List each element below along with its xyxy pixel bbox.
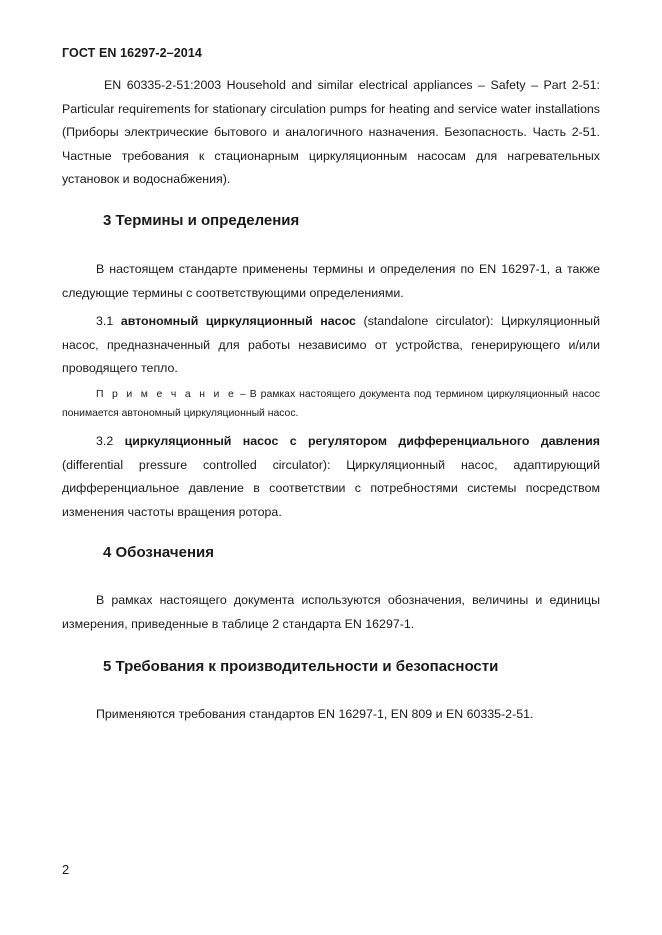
document-header: ГОСТ EN 16297-2–2014: [62, 46, 202, 60]
note-paragraph: [62, 385, 600, 423]
term-3-2-paragraph: [62, 430, 600, 524]
note-text: – В рамках настоящего документа под термином циркуляционный насос понимается автономный циркуляционный насос.: [62, 389, 600, 419]
page-number: 2: [62, 862, 70, 877]
term-3-2-definition: (differential pressure controlled circulator): Циркуляционный насос, адаптирующий дифференциальное давление в соответствии с потребностями системы посредством изменения частоты вращения ротора.: [62, 457, 600, 519]
section-5-text: Применяются требования стандартов EN 16297-1, EN 809 и EN 60335-2-51.: [96, 707, 534, 721]
section-4-heading: 4 Обозначения: [103, 544, 214, 561]
normative-reference-paragraph: EN 60335-2-51:2003 Household and similar electrical appliances – Safety – Part 2-51: Particular requirements for stationary circulation pumps for heating and service water installations (Приборы электрические бытового и аналогичного назначения. Безопасность. Часть 2-51. Частные требования к стационарным циркуляционным насосам для нагревательных установок и водоснабжения).: [62, 78, 600, 186]
term-3-1-definition: (standalone circulator): Циркуляционный насос, предназначенный для работы независимо от устройства, генерирующего и/или проводящего тепло.: [62, 314, 600, 375]
section-5-heading: 5 Требования к производительности и безопасности: [103, 658, 499, 675]
term-3-2-number: 3.2: [96, 434, 114, 448]
term-3-1-number: 3.1: [96, 314, 114, 328]
section-3-heading: 3 Термины и определения: [103, 212, 300, 229]
term-3-1-paragraph: [62, 310, 600, 381]
note-label: П р и м е ч а н и е: [96, 389, 237, 400]
section-3-intro: В настоящем стандарте применены термины и определения по EN 16297-1, а также следующие термины с соответствующими определениями.: [62, 262, 600, 300]
term-3-2-name: циркуляционный насос с регулятором дифференциального давления: [124, 434, 600, 448]
term-3-1-name: автономный циркуляционный насос: [120, 314, 356, 328]
section-4-text: В рамках настоящего документа используются обозначения, величины и единицы измерения, приведенные в таблице 2 стандарта EN 16297-1.: [62, 593, 600, 631]
